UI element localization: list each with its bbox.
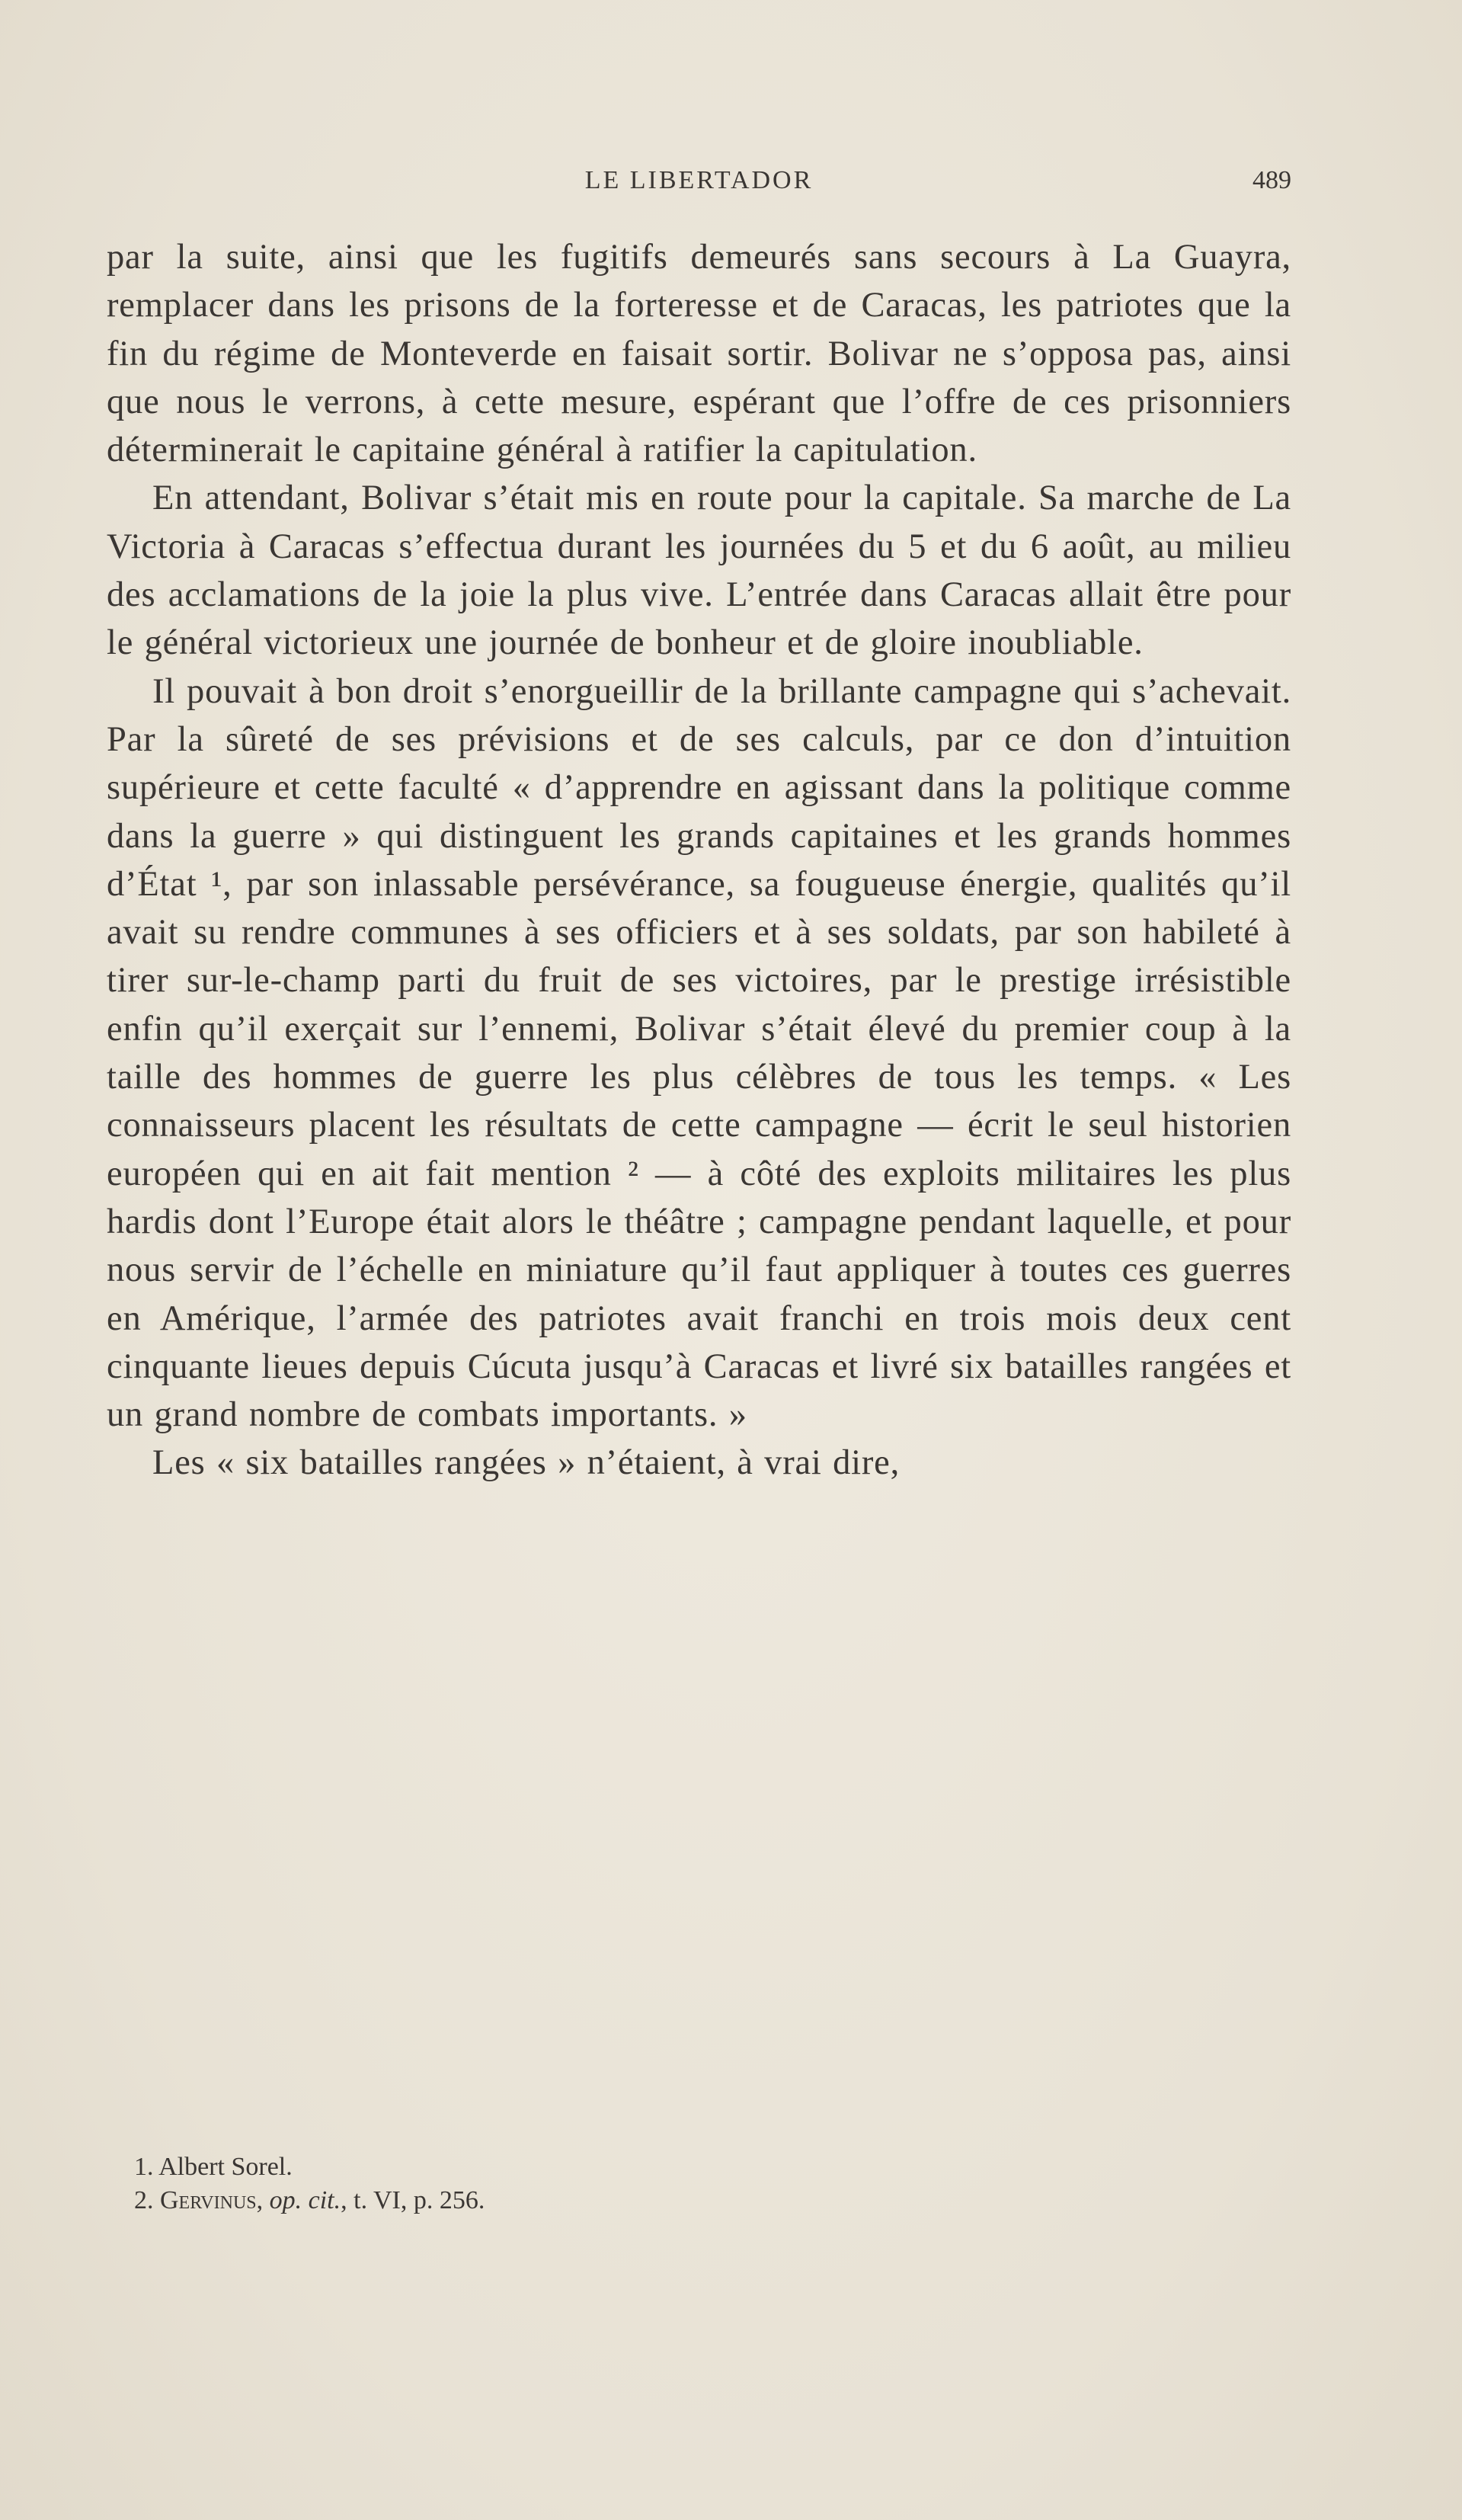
paragraph-1: par la suite, ainsi que les fugitifs demeurés sans secours à La Guayra, remplacer dans les prisons de la forteresse et de Caracas, les patriotes que la fin du régime de Monteverde en faisait sortir. Bolivar ne s’opposa pas, ainsi que nous le verrons, à cette mesure, espérant que l’offre de ces prisonniers déterminerait le capitaine général à ratifier la capitulation. [107, 238, 1291, 470]
page-number: 489 [1252, 166, 1291, 194]
footnote-2-number: 2. [134, 2186, 154, 2214]
footnote-1-text: Albert Sorel. [158, 2153, 293, 2181]
footnotes [134, 2150, 1277, 2217]
footnote-2-rest: , t. VI, p. 256. [341, 2186, 485, 2214]
paragraph-3: Il pouvait à bon droit s’enorgueillir de la brillante campagne qui s’achevait. Par la sûreté de ses prévisions et de ses calculs, par ce don d’intuition supérieure et cette faculté « d’apprendre en agissant dans la politique comme dans la guerre » qui distinguent les grands capitaines et les grands hommes d’État ¹, par son inlassable persévérance, sa fougueuse énergie, qualités qu’il avait su rendre communes à ses officiers et à ses soldats, par son habileté à tirer sur-le-champ parti du fruit de ses victoires, par le prestige irrésistible enfin qu’il exerçait sur l’ennemi, Bolivar s’était élevé du premier coup à la taille des hommes de guerre les plus célèbres de tous les temps. « Les connaisseurs placent les résultats de cette campagne — écrit le seul historien européen qui en ait fait mention ² — à côté des exploits militaires les plus hardis dont l’Europe était alors le théâtre ; campagne pendant laquelle, et pour nous servir de l’échelle en miniature qu’il faut appliquer à toutes ces guerres en Amérique, l’armée des patriotes avait franchi en trois mois deux cent cinquante lieues depuis Cúcuta jusqu’à Caracas et livré six batailles rangées et un grand nombre de combats importants. » [107, 671, 1291, 1435]
paragraph-2: En attendant, Bolivar s’était mis en route pour la capitale. Sa marche de La Victoria à Caracas s’effectua durant les journées du 5 et du 6 août, au milieu des acclamations de la joie la plus vive. L’entrée dans Caracas allait être pour le général victorieux une journée de bonheur et de gloire inoubliable. [107, 479, 1291, 663]
footnote-2-work: op. cit. [269, 2186, 341, 2214]
paragraph-4: Les « six batailles rangées » n’étaient, à vrai dire, [152, 1443, 900, 1483]
footnote-2 [134, 2184, 1277, 2217]
running-title: LE LIBERTADOR [584, 166, 814, 194]
footnote-1-number: 1. [134, 2153, 154, 2181]
main-text [107, 233, 1291, 1487]
footnote-1 [134, 2150, 1277, 2184]
page-header [107, 160, 1291, 206]
footnote-2-author: Gervinus [160, 2186, 257, 2214]
footnote-2-separator: , [256, 2186, 270, 2214]
